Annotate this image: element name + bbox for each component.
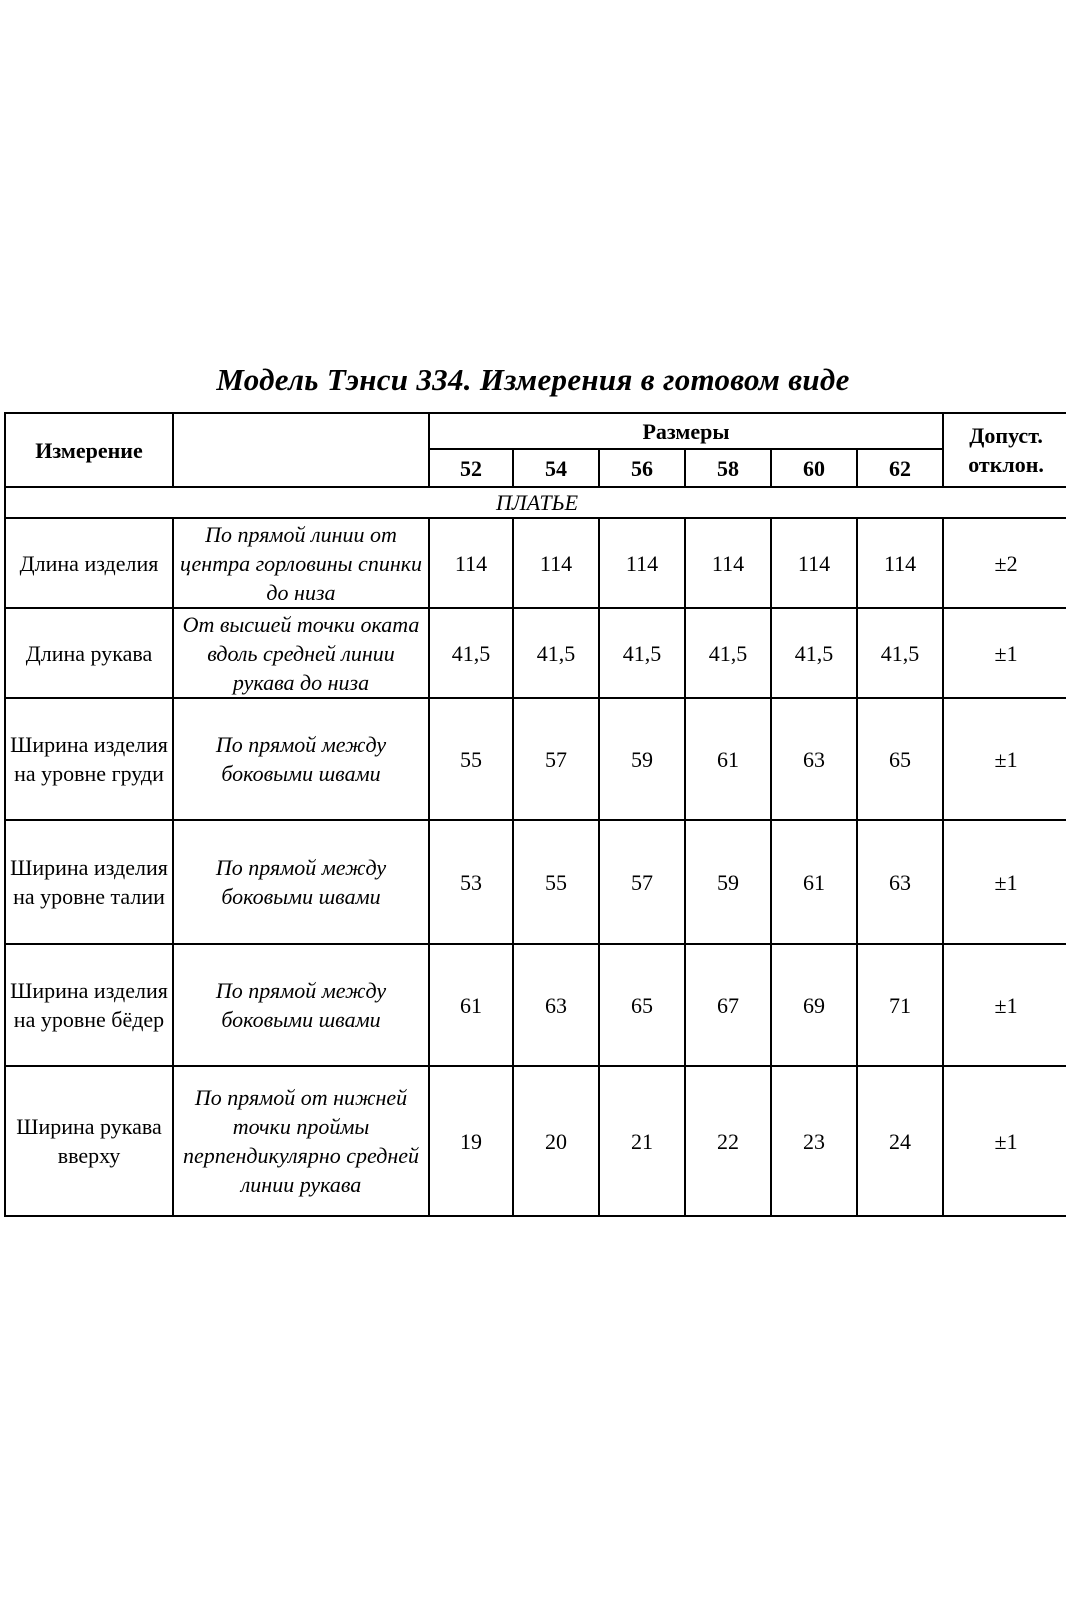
header-description xyxy=(173,413,429,487)
size-number: 58 xyxy=(685,449,771,487)
size-value: 61 xyxy=(685,698,771,820)
measurement-description: По прямой от нижней точки проймы перпендикулярно средней линии рукава xyxy=(173,1066,429,1216)
size-value: 114 xyxy=(429,518,513,608)
header-measurement: Измерение xyxy=(5,413,173,487)
tolerance-value: ±1 xyxy=(943,698,1066,820)
size-value: 63 xyxy=(857,820,943,944)
size-value: 57 xyxy=(513,698,599,820)
size-value: 53 xyxy=(429,820,513,944)
measurement-description: От высшей точки оката вдоль средней линии рукава до низа xyxy=(173,608,429,698)
measurement-description: По прямой между боковыми швами xyxy=(173,698,429,820)
size-value: 41,5 xyxy=(857,608,943,698)
size-value: 71 xyxy=(857,944,943,1066)
page-title: Модель Тэнси 334. Измерения в готовом виде xyxy=(216,362,850,397)
size-number: 60 xyxy=(771,449,857,487)
size-value: 41,5 xyxy=(685,608,771,698)
header-sizes: Размеры xyxy=(429,413,943,449)
measurement-description: По прямой линии от центра горловины спинки до низа xyxy=(173,518,429,608)
size-value: 114 xyxy=(513,518,599,608)
size-value: 65 xyxy=(599,944,685,1066)
size-value: 57 xyxy=(599,820,685,944)
size-value: 63 xyxy=(771,698,857,820)
header-row xyxy=(5,413,1066,449)
measurement-description: По прямой между боковыми швами xyxy=(173,820,429,944)
size-value: 22 xyxy=(685,1066,771,1216)
size-value: 41,5 xyxy=(429,608,513,698)
table-row xyxy=(5,698,1066,820)
tolerance-value: ±1 xyxy=(943,944,1066,1066)
size-value: 63 xyxy=(513,944,599,1066)
table-row xyxy=(5,944,1066,1066)
measurement-name: Ширина рукава вверху xyxy=(5,1066,173,1216)
table-row xyxy=(5,518,1066,608)
size-value: 114 xyxy=(599,518,685,608)
size-value: 61 xyxy=(429,944,513,1066)
measurement-name: Ширина изделия на уровне талии xyxy=(5,820,173,944)
size-value: 59 xyxy=(685,820,771,944)
size-value: 41,5 xyxy=(771,608,857,698)
size-value: 20 xyxy=(513,1066,599,1216)
measurement-name: Ширина изделия на уровне груди xyxy=(5,698,173,820)
size-value: 41,5 xyxy=(599,608,685,698)
size-value: 23 xyxy=(771,1066,857,1216)
size-value: 114 xyxy=(857,518,943,608)
size-value: 41,5 xyxy=(513,608,599,698)
header-tolerance: Допуст. отклон. xyxy=(943,413,1066,487)
size-number: 56 xyxy=(599,449,685,487)
measurement-name: Длина рукава xyxy=(5,608,173,698)
section-title: ПЛАТЬЕ xyxy=(5,487,1066,518)
tolerance-value: ±2 xyxy=(943,518,1066,608)
measurement-name: Длина изделия xyxy=(5,518,173,608)
size-table xyxy=(4,412,1066,1217)
size-value: 69 xyxy=(771,944,857,1066)
size-value: 65 xyxy=(857,698,943,820)
size-value: 21 xyxy=(599,1066,685,1216)
size-value: 114 xyxy=(771,518,857,608)
size-value: 114 xyxy=(685,518,771,608)
measurement-description: По прямой между боковыми швами xyxy=(173,944,429,1066)
tolerance-value: ±1 xyxy=(943,1066,1066,1216)
size-value: 67 xyxy=(685,944,771,1066)
size-number: 52 xyxy=(429,449,513,487)
size-value: 24 xyxy=(857,1066,943,1216)
size-value: 59 xyxy=(599,698,685,820)
size-value: 55 xyxy=(429,698,513,820)
table-row xyxy=(5,608,1066,698)
measurement-name: Ширина изделия на уровне бёдер xyxy=(5,944,173,1066)
size-value: 61 xyxy=(771,820,857,944)
table-row xyxy=(5,1066,1066,1216)
tolerance-value: ±1 xyxy=(943,820,1066,944)
size-number: 54 xyxy=(513,449,599,487)
table-row xyxy=(5,820,1066,944)
tolerance-value: ±1 xyxy=(943,608,1066,698)
size-number: 62 xyxy=(857,449,943,487)
size-value: 55 xyxy=(513,820,599,944)
size-value: 19 xyxy=(429,1066,513,1216)
section-row xyxy=(5,487,1066,518)
